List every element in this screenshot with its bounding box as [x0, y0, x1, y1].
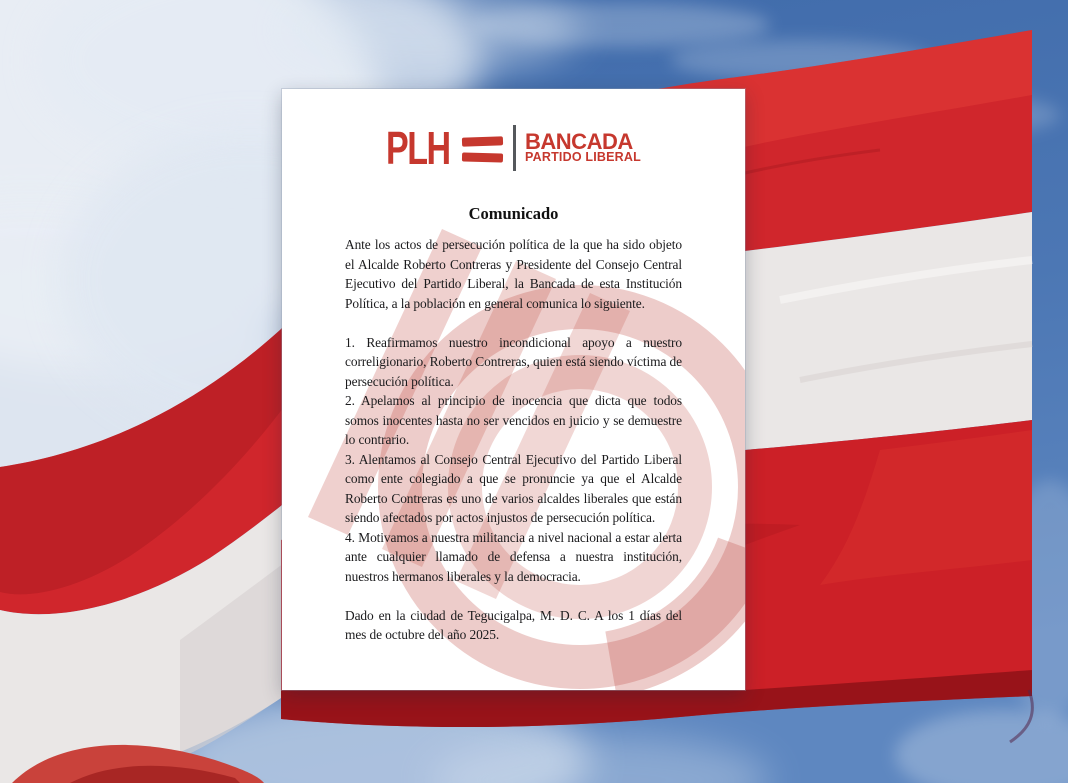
plh-bancada-logo — [345, 123, 682, 173]
logo-wordmark — [525, 129, 641, 164]
item-3: 3. Alentamos al Consejo Central Ejecutivo del Partido Liberal como ente colegiado a que se pronuncie ya que el Alcalde Roberto Contreras es uno de varios alcaldes liberales que están siendo afectados por actos injustos de persecución política. — [345, 451, 682, 525]
item-1: 1. Reafirmamos nuestro incondicional apoyo a nuestro correligionario, Roberto Contreras, quien está siendo víctima de persecución política. — [345, 334, 682, 389]
plh-flag-stripes-icon — [462, 137, 503, 162]
logo-bancada-label: BANCADA — [525, 129, 633, 154]
numbered-items — [345, 333, 682, 587]
item-2: 2. Apelamos al principio de inocencia que dicta que todos somos inocentes hasta no ser vencidos en juicio y se demuestre lo contrario. — [345, 393, 682, 447]
document-body — [345, 235, 682, 645]
comunicado-document — [282, 89, 745, 690]
intro-paragraph: Ante los actos de persecución política de la que ha sido objeto el Alcalde Roberto Contreras y Presidente del Consejo Central Ejecutivo del Partido Liberal, la Bancada de esta Institución Política, a la población en general comunica lo siguiente. — [345, 237, 682, 311]
logo-partido-liberal-label: PARTIDO LIBERAL — [525, 150, 641, 164]
closing-paragraph: Dado en la ciudad de Tegucigalpa, M. D. C. A los 1 días del mes de octubre del año 2025. — [345, 607, 682, 642]
document-content — [282, 123, 745, 645]
plh-logo-text: PLH — [386, 122, 450, 174]
item-4: 4. Motivamos a nuestra militancia a nivel nacional a estar alerta ante cualquier llamado de defensa a nuestra institución, nuestros hermanos liberales y la democracia. — [345, 529, 682, 584]
document-title: Comunicado — [468, 204, 559, 223]
logo-divider — [513, 125, 516, 171]
